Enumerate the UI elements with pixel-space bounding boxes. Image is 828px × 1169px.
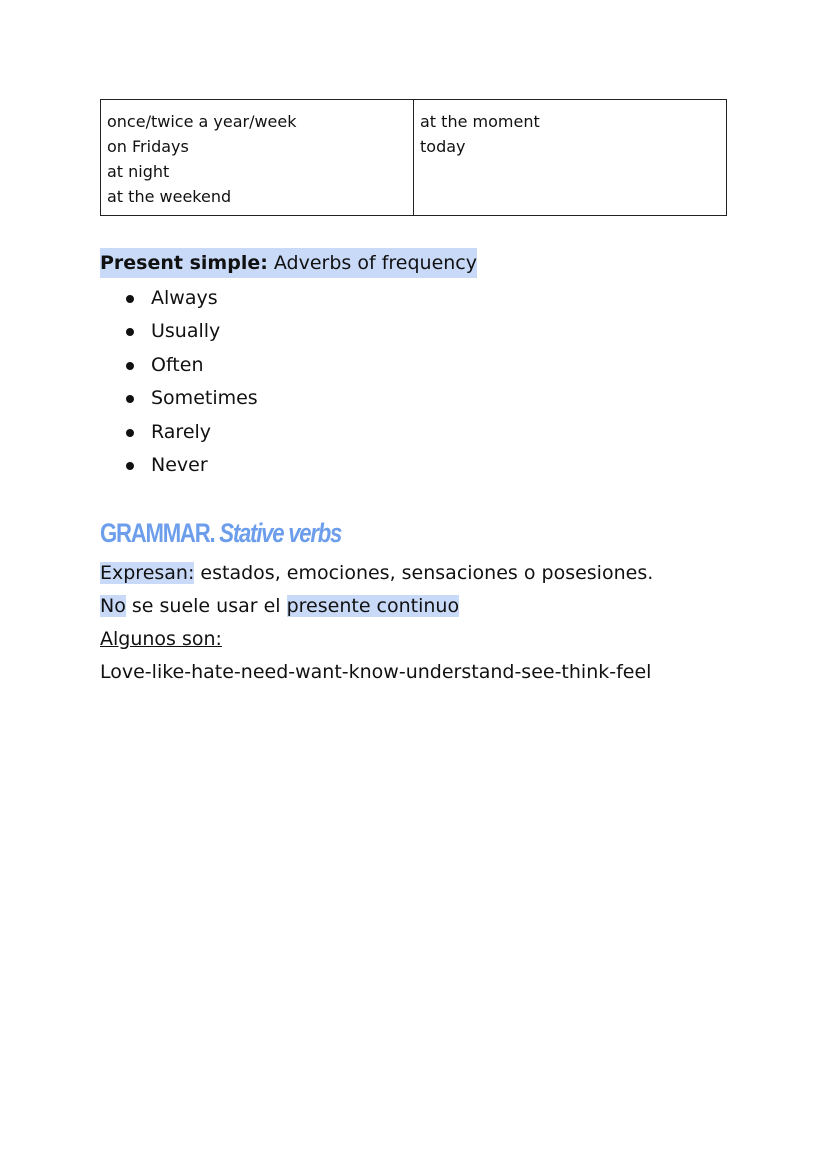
table-cell-line: at the moment: [420, 112, 540, 131]
adverb-label: Sometimes: [151, 387, 258, 410]
list-item: [100, 416, 258, 449]
bullet-icon: [126, 462, 134, 470]
continuous-usage-line: [100, 592, 459, 620]
grammar-heading: [100, 516, 341, 550]
presente-continuo-highlight: presente continuo: [286, 595, 460, 617]
time-expressions-table: [100, 99, 727, 216]
list-item: [100, 382, 258, 415]
table-row: [101, 100, 727, 216]
table-cell-present-continuous: [414, 100, 727, 216]
table-cell-line: today: [420, 137, 466, 156]
list-item: [100, 315, 258, 348]
expresan-line: [100, 559, 653, 587]
continuous-usage-text: se suele usar el: [125, 595, 287, 617]
adverbs-of-frequency-list: [100, 282, 258, 482]
list-item: [100, 282, 258, 315]
bullet-icon: [126, 295, 134, 303]
stative-verbs-list: Love-like-hate-need-want-know-understand-see-think-feel: [100, 661, 652, 683]
adverb-label: Often: [151, 353, 204, 376]
table-cell-line: once/twice a year/week: [107, 112, 297, 131]
adverb-label: Usually: [151, 320, 221, 343]
no-word: No: [100, 595, 126, 617]
table-cell-line: at night: [107, 162, 170, 181]
table-cell-line: at the weekend: [107, 187, 232, 206]
algunos-label: Algunos son:: [100, 628, 222, 650]
bullet-icon: [126, 328, 134, 336]
list-item: [100, 349, 258, 382]
adverb-label: Always: [151, 287, 218, 309]
present-simple-heading: [100, 248, 477, 278]
adverb-label: Never: [151, 453, 208, 476]
grammar-heading-main: GRAMMAR.: [100, 518, 215, 548]
present-simple-heading-text: Adverbs of frequency: [267, 252, 477, 274]
adverb-label: Rarely: [151, 420, 212, 443]
expresan-text: estados, emociones, sensaciones o posesiones.: [194, 562, 654, 584]
table-cell-present-simple: [101, 100, 414, 216]
bullet-icon: [126, 362, 134, 370]
bullet-icon: [126, 429, 134, 437]
list-item: [100, 449, 258, 482]
expresan-label: Expresan:: [100, 562, 195, 584]
present-simple-heading-bold: Present simple:: [100, 252, 268, 274]
grammar-heading-sub: Stative verbs: [214, 518, 342, 548]
bullet-icon: [126, 395, 134, 403]
table-cell-line: on Fridays: [107, 137, 189, 156]
